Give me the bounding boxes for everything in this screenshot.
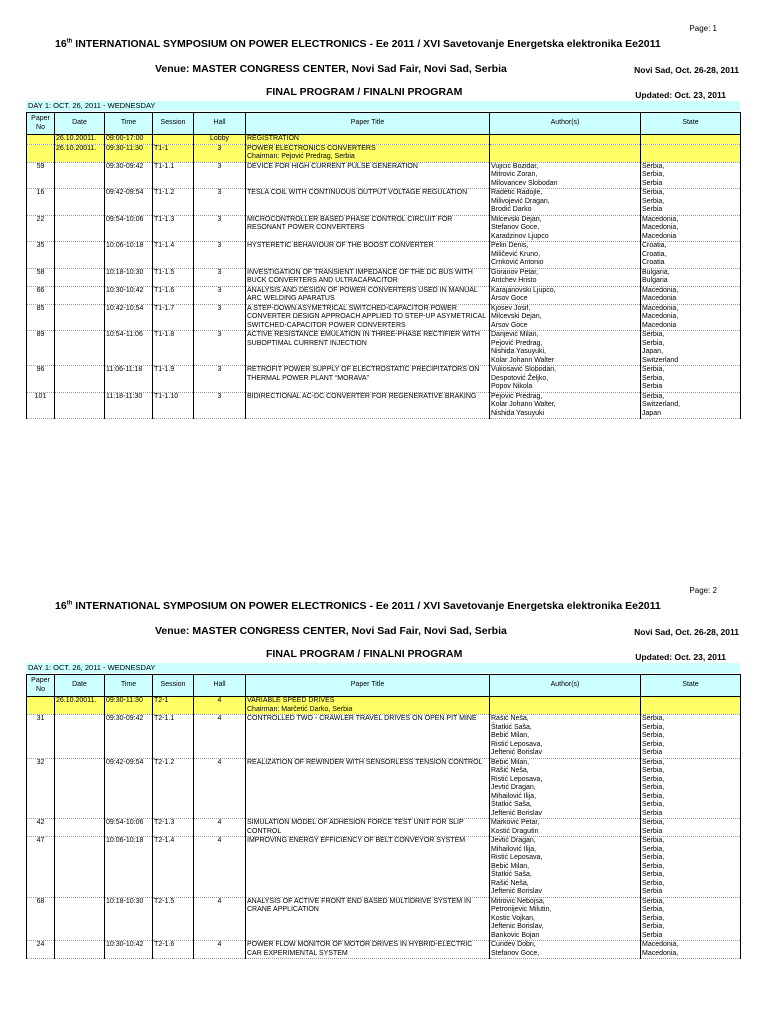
cell-time: 11:18-11:30 (105, 392, 153, 419)
program-table (26, 112, 741, 419)
program-heading: FINAL PROGRAM / FINALNI PROGRAM (266, 648, 463, 660)
cell-date (55, 366, 105, 393)
cell-authors: Vukosavić Slobodan, Despotović Željko, Popov Nikola (490, 366, 641, 393)
cell-paper-no: 22 (27, 215, 55, 242)
cell-state: Serbia, Serbia, Serbia (641, 162, 741, 189)
table-row (27, 715, 741, 759)
cell-paper-no: 89 (27, 331, 55, 366)
cell-time: 09:54-10:06 (105, 819, 153, 837)
cell-hall: 4 (194, 697, 246, 715)
cell-session: T1-1.1 (153, 162, 194, 189)
cell-session: T1-1.4 (153, 242, 194, 269)
cell-date (55, 268, 105, 286)
cell-session (153, 135, 194, 145)
cell-time: 10:06-10:18 (105, 242, 153, 269)
cell-paper-title: REALIZATION OF REWINDER WITH SENSORLESS TENSION CONTROL (246, 758, 490, 819)
cell-date (55, 392, 105, 419)
cell-time: 09:30-11:30 (105, 144, 153, 162)
cell-paper-no: 101 (27, 392, 55, 419)
cell-authors (490, 135, 641, 145)
cell-date: 26.10.20011. (55, 144, 105, 162)
cell-authors: Pejović Predrag, Kolar Johann Walter, Nishida Yasuyuki (490, 392, 641, 419)
table-row (27, 941, 741, 959)
cell-time: 09:30-11:30 (105, 697, 153, 715)
column-header-date: Date (55, 113, 105, 135)
cell-paper-title: HYSTERETIC BEHAVIOUR OF THE BOOST CONVERTER (246, 242, 490, 269)
cell-paper-no (27, 135, 55, 145)
cell-hall: 3 (194, 144, 246, 162)
table-row (27, 366, 741, 393)
column-header-paper-title: Paper Title (246, 113, 490, 135)
cell-hall: 3 (194, 331, 246, 366)
title-text: INTERNATIONAL SYMPOSIUM ON POWER ELECTRONICS - Ee 2011 / XVI Savetovanje Energetska elektronika Ee2011 (72, 38, 661, 50)
table-row (27, 897, 741, 941)
cell-time: 09:00-17:00 (105, 135, 153, 145)
cell-date: 26.10.20011. (55, 135, 105, 145)
cell-authors: Karajanovski Ljupco, Arsov Goce (490, 286, 641, 304)
column-header-hall: Hall (194, 113, 246, 135)
cell-paper-no (27, 144, 55, 162)
column-header-authors: Author(s) (490, 113, 641, 135)
cell-paper-no: 31 (27, 715, 55, 759)
title-ordinal: 16 (55, 38, 67, 50)
cell-time: 10:30-10:42 (105, 941, 153, 959)
cell-state: Serbia, Serbia, Serbia (641, 189, 741, 216)
column-header-state: State (641, 113, 741, 135)
table-row (27, 837, 741, 898)
cell-state: Serbia, Serbia, Serbia, Serbia, Serbia (641, 897, 741, 941)
cell-authors: Pelin Denis, Miličević Kruno, Crnković Antonio (490, 242, 641, 269)
cell-paper-title: BIDIRECTIONAL AC-DC CONVERTER FOR REGENERATIVE BRAKING (246, 392, 490, 419)
cell-paper-title: REGISTRATION (246, 135, 490, 145)
table-row (27, 286, 741, 304)
cell-paper-title: CONTROLLED TWO - CRAWLER TRAVEL DRIVES ON OPEN PIT MINE (246, 715, 490, 759)
day-bar: DAY 1: OCT. 26, 2011 - WEDNESDAY (26, 663, 740, 673)
cell-paper-title: TESLA COIL WITH CONTINUOUS OUTPUT VOLTAGE REGULATION (246, 189, 490, 216)
cell-date (55, 242, 105, 269)
cell-paper-no: 24 (27, 941, 55, 959)
cell-date (55, 286, 105, 304)
cell-session: T1-1.2 (153, 189, 194, 216)
cell-paper-title: ANALYSIS AND DESIGN OF POWER CONVERTERS USED IN MANUAL ARC WELDING APARATUS (246, 286, 490, 304)
cell-paper-no: 85 (27, 304, 55, 331)
cell-paper-title: SIMULATION MODEL OF ADHESION FORCE TEST UNIT FOR SLIP CONTROL (246, 819, 490, 837)
cell-paper-no: 66 (27, 286, 55, 304)
table-row (27, 162, 741, 189)
session-header-row (27, 144, 741, 162)
header-row (27, 113, 741, 135)
cell-paper-no: 96 (27, 366, 55, 393)
column-header-session: Session (153, 113, 194, 135)
cell-time: 10:42-10:54 (105, 304, 153, 331)
cell-time: 09:54-10:06 (105, 215, 153, 242)
cell-date (55, 304, 105, 331)
cell-date (55, 715, 105, 759)
table-row (27, 215, 741, 242)
cell-paper-title: MICROCONTROLLER BASED PHASE CONTROL CIRCUIT FOR RESONANT POWER CONVERTERS (246, 215, 490, 242)
column-header-time: Time (105, 113, 153, 135)
cell-authors: Milcevski Dejan, Stefanov Goce, Karadzinov Ljupco (490, 215, 641, 242)
cell-session: T1-1 (153, 144, 194, 162)
cell-time: 09:42-09:54 (105, 189, 153, 216)
cell-state: Serbia, Serbia, Japan, Switzerland (641, 331, 741, 366)
column-header-date: Date (55, 675, 105, 697)
cell-state: Macedonia, Macedonia, (641, 941, 741, 959)
venue: Venue: MASTER CONGRESS CENTER, Novi Sad Fair, Novi Sad, Serbia (155, 625, 507, 637)
cell-state: Bulgaria, Bulgaria (641, 268, 741, 286)
table-row (27, 189, 741, 216)
updated-date: Updated: Oct. 23, 2011 (635, 652, 726, 662)
cell-time: 10:30-10:42 (105, 286, 153, 304)
cell-hall: 3 (194, 366, 246, 393)
cell-time: 09:30-09:42 (105, 162, 153, 189)
cell-paper-no: 32 (27, 758, 55, 819)
cell-paper-title: POWER ELECTRONICS CONVERTERS Chairman: Pejović Predrag, Serbia (246, 144, 490, 162)
title-ordinal-suffix: th (66, 600, 73, 607)
cell-authors: Bebić Milan, Rašić Neša, Ristić Leposava, Jevtić Dragan, Mihailović Ilija, Štatkić Saša, Jeftenić Borislav (490, 758, 641, 819)
cell-hall: 3 (194, 392, 246, 419)
cell-hall: 3 (194, 215, 246, 242)
cell-date (55, 837, 105, 898)
column-header-state: State (641, 675, 741, 697)
cell-authors: Rašić Neša, Štatkić Saša, Bebić Milan, Ristić Leposava, Jeftenić Borislav (490, 715, 641, 759)
cell-date: 26.10.20011. (55, 697, 105, 715)
cell-hall: 3 (194, 304, 246, 331)
cell-authors (490, 697, 641, 715)
day-bar: DAY 1: OCT. 26, 2011 - WEDNESDAY (26, 101, 740, 111)
cell-paper-title: RETROFIT POWER SUPPLY OF ELECTROSTATIC PRECIPITATORS ON THERMAL POWER PLANT “MORAVA” (246, 366, 490, 393)
symposium-title (55, 600, 661, 612)
cell-session: T1-1.5 (153, 268, 194, 286)
cell-date (55, 189, 105, 216)
cell-authors: Mitrovic Nebojsa, Petronijevic Milutin, Kostic Vojkan, Jeftenic Borislav, Bankovic Bojan (490, 897, 641, 941)
program-table (26, 674, 741, 959)
cell-paper-no: 47 (27, 837, 55, 898)
table-row (27, 242, 741, 269)
cell-date (55, 941, 105, 959)
cell-paper-no: 42 (27, 819, 55, 837)
cell-state: Serbia, Serbia, Serbia (641, 366, 741, 393)
cell-paper-title: VARIABLE SPEED DRIVES Chairman: Marčetić Darko, Serbia (246, 697, 490, 715)
cell-state: Croatia, Croatia, Croatia (641, 242, 741, 269)
cell-hall: 4 (194, 715, 246, 759)
cell-hall: 3 (194, 162, 246, 189)
cell-paper-no: 35 (27, 242, 55, 269)
cell-authors: Radetić Radojle, Milivojević Dragan, Brodić Darko (490, 189, 641, 216)
cell-state: Serbia, Serbia (641, 819, 741, 837)
cell-state: Serbia, Switzerland, Japan (641, 392, 741, 419)
cell-authors: Kjosev Josif, Milcevski Dejan, Arsov Goce (490, 304, 641, 331)
cell-paper-no: 58 (27, 268, 55, 286)
city-date: Novi Sad, Oct. 26-28, 2011 (634, 65, 739, 75)
cell-state: Macedonia, Macedonia (641, 286, 741, 304)
cell-hall: Lobby (194, 135, 246, 145)
cell-authors (490, 144, 641, 162)
header-row (27, 675, 741, 697)
cell-session: T1-1.3 (153, 215, 194, 242)
cell-time: 09:42-09:54 (105, 758, 153, 819)
cell-state: Serbia, Serbia, Serbia, Serbia, Serbia, Serbia, Serbia (641, 758, 741, 819)
cell-state (641, 135, 741, 145)
cell-paper-title: ANALYSIS OF ACTIVE FRONT END BASED MULTIDRIVE SYSTEM IN CRANE APPLICATION (246, 897, 490, 941)
cell-session: T2-1.6 (153, 941, 194, 959)
column-header-paper-no: Paper No (27, 113, 55, 135)
table-row (27, 819, 741, 837)
cell-hall: 4 (194, 837, 246, 898)
column-header-session: Session (153, 675, 194, 697)
updated-date: Updated: Oct. 23, 2011 (635, 90, 726, 100)
cell-paper-title: DEVICE FOR HIGH CURRENT PULSE GENERATION (246, 162, 490, 189)
cell-paper-title: IMPROVING ENERGY EFFICIENCY OF BELT CONVEYOR SYSTEM (246, 837, 490, 898)
cell-session: T2-1.2 (153, 758, 194, 819)
cell-hall: 3 (194, 286, 246, 304)
cell-paper-title: POWER FLOW MONITOR OF MOTOR DRIVES IN HYBRID-ELECTRIC CAR EXPERIMENTAL SYSTEM (246, 941, 490, 959)
cell-session: T1-1.9 (153, 366, 194, 393)
cell-date (55, 897, 105, 941)
cell-state: Macedonia, Macedonia, Macedonia (641, 215, 741, 242)
column-header-paper-title: Paper Title (246, 675, 490, 697)
cell-hall: 3 (194, 242, 246, 269)
cell-date (55, 331, 105, 366)
cell-session: T1-1.8 (153, 331, 194, 366)
cell-paper-title: ACTIVE RESISTANCE EMULATION IN THREE-PHASE RECTIFIER WITH SUBOPTIMAL CURRENT INJECTION (246, 331, 490, 366)
cell-session: T2-1.4 (153, 837, 194, 898)
session-header-row (27, 697, 741, 715)
table-row (27, 304, 741, 331)
cell-hall: 4 (194, 941, 246, 959)
cell-state: Macedonia, Macedonia, Macedonia (641, 304, 741, 331)
cell-paper-no: 59 (27, 162, 55, 189)
cell-time: 09:30-09:42 (105, 715, 153, 759)
cell-session: T2-1.3 (153, 819, 194, 837)
symposium-title (55, 38, 661, 50)
cell-session: T1-1.6 (153, 286, 194, 304)
page-number: Page: 1 (689, 24, 717, 33)
cell-state: Serbia, Serbia, Serbia, Serbia, Serbia (641, 715, 741, 759)
title-ordinal: 16 (55, 600, 67, 612)
column-header-time: Time (105, 675, 153, 697)
cell-date (55, 819, 105, 837)
cell-hall: 4 (194, 819, 246, 837)
cell-time: 10:18-10:30 (105, 897, 153, 941)
cell-authors: Darijević Milan, Pejović Predrag, Nishida Yasuyuki, Kolar Johann Walter (490, 331, 641, 366)
cell-hall: 3 (194, 268, 246, 286)
cell-hall: 3 (194, 189, 246, 216)
title-text: INTERNATIONAL SYMPOSIUM ON POWER ELECTRONICS - Ee 2011 / XVI Savetovanje Energetska elektronika Ee2011 (72, 600, 661, 612)
cell-session: T2-1 (153, 697, 194, 715)
cell-authors: Jevtić Dragan, Mihailović Ilija, Ristić Leposava, Bebić Milan, Štatkić Saša, Rašić Neša, Jeftenić Borislav (490, 837, 641, 898)
table-row (27, 392, 741, 419)
cell-session: T2-1.1 (153, 715, 194, 759)
cell-session: T1-1.7 (153, 304, 194, 331)
cell-date (55, 758, 105, 819)
session-header-row (27, 135, 741, 145)
cell-session: T2-1.5 (153, 897, 194, 941)
venue: Venue: MASTER CONGRESS CENTER, Novi Sad Fair, Novi Sad, Serbia (155, 63, 507, 75)
page-number: Page: 2 (689, 586, 717, 595)
cell-state (641, 144, 741, 162)
cell-time: 10:18-10:30 (105, 268, 153, 286)
table-row (27, 758, 741, 819)
program-heading: FINAL PROGRAM / FINALNI PROGRAM (266, 86, 463, 98)
cell-paper-no (27, 697, 55, 715)
title-ordinal-suffix: th (66, 38, 73, 45)
cell-hall: 4 (194, 758, 246, 819)
cell-paper-no: 68 (27, 897, 55, 941)
cell-authors: Vujicic Bozidar, Mitrovic Zoran, Milovancev Slobodan (490, 162, 641, 189)
cell-session: T1-1.10 (153, 392, 194, 419)
city-date: Novi Sad, Oct. 26-28, 2011 (634, 627, 739, 637)
cell-time: 11:06-11:18 (105, 366, 153, 393)
cell-state: Serbia, Serbia, Serbia, Serbia, Serbia, Serbia, Serbia (641, 837, 741, 898)
cell-time: 10:54-11:06 (105, 331, 153, 366)
cell-state (641, 697, 741, 715)
cell-paper-no: 16 (27, 189, 55, 216)
column-header-authors: Author(s) (490, 675, 641, 697)
cell-paper-title: A STEP-DOWN ASYMETRICAL SWITCHED-CAPACITOR POWER CONVERTER DESIGN APPROACH APPLIED TO STEP-UP ASYMETRICAL SWITCHED-CAPACITOR POWER CONVERTERS (246, 304, 490, 331)
table-row (27, 268, 741, 286)
column-header-hall: Hall (194, 675, 246, 697)
column-header-paper-no: Paper No (27, 675, 55, 697)
cell-date (55, 162, 105, 189)
cell-authors: Cundev Dobri, Stefanov Goce, (490, 941, 641, 959)
table-row (27, 331, 741, 366)
cell-authors: Goranov Petar, Antchev Hristo (490, 268, 641, 286)
cell-paper-title: INVESTIGATION OF TRANSIENT IMPEDANCE OF THE DC BUS WITH BUCK CONVERTERS AND ULTRACAPACITOR (246, 268, 490, 286)
cell-time: 10:06-10:18 (105, 837, 153, 898)
cell-authors: Marković Petar, Kostić Dragutin (490, 819, 641, 837)
cell-hall: 4 (194, 897, 246, 941)
cell-date (55, 215, 105, 242)
